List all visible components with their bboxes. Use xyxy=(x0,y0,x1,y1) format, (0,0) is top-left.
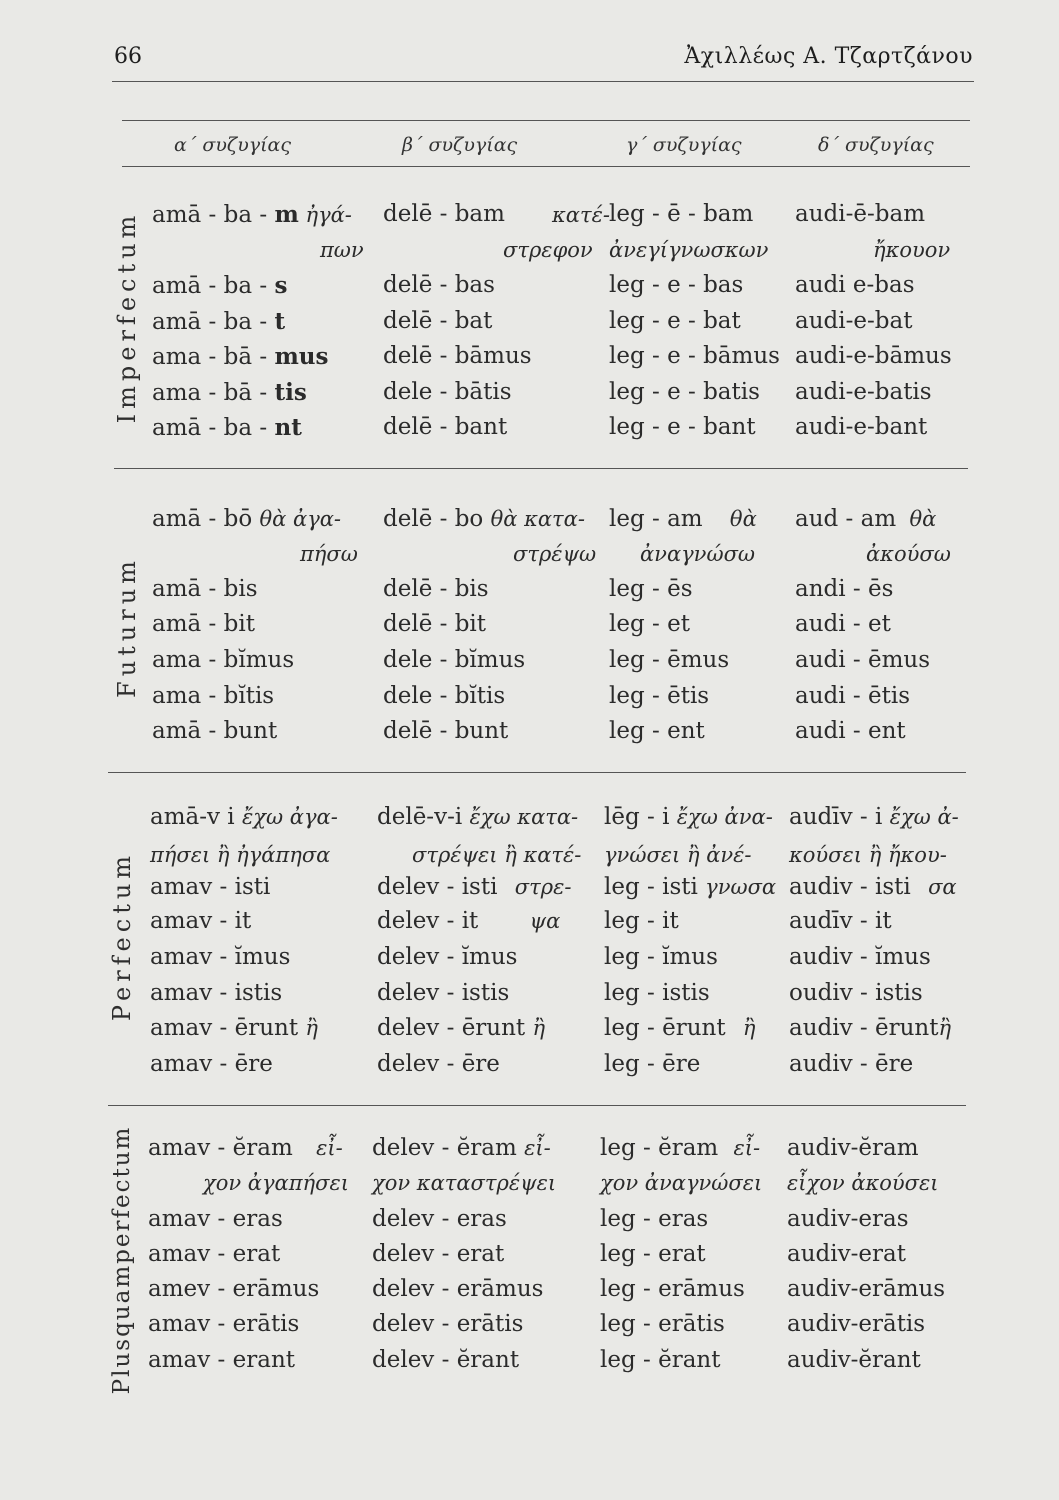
perfectum-row3-col2 xyxy=(377,876,571,899)
futurum-row1-col1 xyxy=(152,508,341,531)
page-number: 66 xyxy=(114,44,142,69)
plusquamperfectum-row3-col4: audiv-eras xyxy=(787,1206,909,1232)
plusquamperfectum-row1-col2 xyxy=(372,1137,551,1160)
perfectum-row5-col2: delev - ĭmus xyxy=(377,944,518,970)
greek-gloss: ἔχω ἀ- xyxy=(889,805,959,829)
futurum-row3-col3: leg - ēs xyxy=(609,576,693,602)
imperfectum-row6-col3: leg - e - batis xyxy=(609,379,760,405)
plusquamperfectum-row1-col4: audiv-ĕram xyxy=(787,1135,919,1161)
greek-gloss: θὰ xyxy=(909,507,937,531)
plusquamperfectum-row3-col3: leg - eras xyxy=(600,1206,709,1232)
plusquamperfectum-row7-col4: audiv-ĕrant xyxy=(787,1347,921,1373)
column-header-4: δ΄ συζυγίας xyxy=(818,134,934,156)
imperfectum-row6-col2: dele - bātis xyxy=(383,379,512,405)
perfectum-row6-col2: delev - istis xyxy=(377,980,510,1006)
perfectum-row3-col4 xyxy=(789,876,957,899)
plusquamperfectum-row2-col4: εἶχον ἀκούσει xyxy=(787,1171,939,1195)
stem: amā - ba - xyxy=(152,309,275,335)
plusquamperfectum-row2-col1: χον ἀγαπήσει xyxy=(203,1171,349,1195)
stem: ama - bā - xyxy=(152,344,275,370)
perfectum-row2-col2: στρέψει ἢ κατέ- xyxy=(412,843,582,867)
header-rule xyxy=(112,81,974,82)
column-header-1: α΄ συζυγίας xyxy=(174,134,292,156)
perfectum-row7-col4 xyxy=(789,1017,951,1040)
greek-gloss: γνωσα xyxy=(705,875,777,899)
perfectum-row6-col3: leg - istis xyxy=(604,980,710,1006)
greek-gloss: ἠγά- xyxy=(298,203,352,227)
plusquamperfectum-row7-col2: delev - ĕrant xyxy=(372,1347,520,1373)
column-header-top-rule xyxy=(122,120,970,121)
perfectum-row4-col4: audīv - it xyxy=(789,908,892,934)
futurum-row3-col1: amā - bis xyxy=(152,576,258,602)
futurum-row6-col1: ama - bĭtis xyxy=(152,683,275,709)
perfectum-row4-col3: leg - it xyxy=(604,908,679,934)
futurum-row2-col2: στρέψω xyxy=(513,542,597,566)
futurum-row1-col4 xyxy=(795,508,936,531)
futurum-row1-col2 xyxy=(383,508,585,531)
perfectum-row5-col4: audiv - ĭmus xyxy=(789,944,931,970)
form: amav - ĕram xyxy=(148,1135,293,1161)
stem: delē - bo xyxy=(383,506,484,532)
imperfectum-row1-col1 xyxy=(152,203,352,227)
plusquamperfectum-row1-col3 xyxy=(600,1137,760,1160)
stem: lēg - i xyxy=(604,804,670,830)
imperfectum-row6-col1 xyxy=(152,381,307,405)
greek-gloss: θὰ ἀγα- xyxy=(259,507,342,531)
form: delev - ērunt xyxy=(377,1015,526,1041)
imperfectum-row6-col4: audi-e-batis xyxy=(795,379,932,405)
greek-gloss: ἔχω ἀγα- xyxy=(241,805,338,829)
plusquamperfectum-row4-col1: amav - erat xyxy=(148,1241,281,1267)
stem: ama - bā - xyxy=(152,380,275,406)
futurum-row2-col4: ἀκούσω xyxy=(866,542,951,566)
imperfectum-row5-col4: audi-e-bāmus xyxy=(795,343,952,369)
form: leg - isti xyxy=(604,874,698,900)
imperfectum-row4-col2: delē - bat xyxy=(383,308,493,334)
plusquamperfectum-row5-col1: amev - erāmus xyxy=(148,1276,320,1302)
imperfectum-row3-col4: audi e-bas xyxy=(795,272,915,298)
stem: audīv - i xyxy=(789,804,883,830)
perfectum-row2-col3: γνώσει ἢ ἀνέ- xyxy=(604,843,752,867)
perfectum-row8-col4: audiv - ēre xyxy=(789,1051,914,1077)
perfectum-row5-col3: leg - ĭmus xyxy=(604,944,718,970)
futurum-row5-col1: ama - bĭmus xyxy=(152,647,295,673)
greek-gloss: εἶ- xyxy=(524,1136,551,1160)
imperfectum-row5-col3: leg - e - bāmus xyxy=(609,343,780,369)
plusquamperfectum-row2-col3: χον ἀναγνώσει xyxy=(600,1171,763,1195)
running-head: Ἀχιλλέως Α. Τζαρτζάνου xyxy=(684,44,973,69)
plusquamperfectum-row6-col4: audiv-erātis xyxy=(787,1311,926,1337)
imperfectum-row5-col2: delē - bāmus xyxy=(383,343,532,369)
imperfectum-row2-col3: ἀνεγίγνωσκων xyxy=(609,238,769,262)
stem: amā - bō xyxy=(152,506,253,532)
perfectum-row3-col3 xyxy=(604,876,776,899)
imperfectum-row3-col1 xyxy=(152,274,287,298)
column-header-2: β΄ συζυγίας xyxy=(402,134,518,156)
section-rule-1 xyxy=(114,468,968,469)
tense-label-futurum: Futurum xyxy=(113,556,141,698)
imperfectum-row3-col3: leg - e - bas xyxy=(609,272,744,298)
imperfectum-row7-col1 xyxy=(152,416,302,440)
stem: amā - ba - xyxy=(152,415,275,441)
form: audiv - ērunt xyxy=(789,1015,939,1041)
greek-gloss: ἔχω ἀνα- xyxy=(676,805,773,829)
futurum-row7-col1: amā - bunt xyxy=(152,718,278,744)
perfectum-row7-col1 xyxy=(150,1017,318,1040)
plusquamperfectum-row6-col3: leg - erātis xyxy=(600,1311,725,1337)
perfectum-row8-col2: delev - ēre xyxy=(377,1051,500,1077)
futurum-row1-col3 xyxy=(609,508,757,531)
imperfectum-row5-col1 xyxy=(152,345,328,369)
ending: t xyxy=(274,308,286,335)
column-header-bottom-rule xyxy=(122,166,970,167)
perfectum-row6-col4: oudiv - istis xyxy=(789,980,923,1006)
imperfectum-row3-col2: delē - bas xyxy=(383,272,495,298)
plusquamperfectum-row5-col4: audiv-erāmus xyxy=(787,1276,946,1302)
stem: amā - ba - xyxy=(152,273,275,299)
greek-gloss: στρε- xyxy=(514,875,572,899)
ending: m xyxy=(274,201,299,228)
imperfectum-row2-col1: πων xyxy=(320,238,364,262)
imperfectum-row2-col4: ἤκουον xyxy=(873,238,951,262)
ending: mus xyxy=(274,343,329,370)
plusquamperfectum-row5-col2: delev - erāmus xyxy=(372,1276,544,1302)
futurum-row4-col3: leg - et xyxy=(609,611,690,637)
perfectum-row1-col3 xyxy=(604,806,773,829)
perfectum-row5-col1: amav - ĭmus xyxy=(150,944,291,970)
plusquamperfectum-row4-col4: audiv-erat xyxy=(787,1241,906,1267)
greek-gloss: θὰ κατα- xyxy=(490,507,585,531)
imperfectum-row4-col1 xyxy=(152,310,285,334)
section-rule-3 xyxy=(108,1105,966,1106)
perfectum-row1-col4 xyxy=(789,806,959,829)
plusquamperfectum-row6-col2: delev - erātis xyxy=(372,1311,524,1337)
plusquamperfectum-row4-col3: leg - erat xyxy=(600,1241,706,1267)
futurum-row5-col3: leg - ēmus xyxy=(609,647,730,673)
futurum-row5-col4: audi - ēmus xyxy=(795,647,931,673)
perfectum-row8-col3: leg - ēre xyxy=(604,1051,701,1077)
form: delev - ĕram xyxy=(372,1135,517,1161)
perfectum-row7-col2 xyxy=(377,1017,545,1040)
plusquamperfectum-row2-col2: χον καταστρέψει xyxy=(372,1171,557,1195)
plusquamperfectum-row5-col3: leg - erāmus xyxy=(600,1276,745,1302)
form: audiv - isti xyxy=(789,874,911,900)
futurum-row7-col4: audi - ent xyxy=(795,718,906,744)
form: leg - ĕram xyxy=(600,1135,719,1161)
futurum-row4-col1: amā - bit xyxy=(152,611,255,637)
plusquamperfectum-row3-col2: delev - eras xyxy=(372,1206,507,1232)
stem: aud - am xyxy=(795,506,897,532)
imperfectum-row7-col4: audi-e-bant xyxy=(795,414,928,440)
futurum-row5-col2: dele - bĭmus xyxy=(383,647,526,673)
greek-gloss: ἢ xyxy=(742,1016,756,1040)
futurum-row4-col4: audi - et xyxy=(795,611,891,637)
imperfectum-row1-col2: delē - bam xyxy=(383,201,505,227)
futurum-row2-col1: πήσω xyxy=(300,542,358,566)
tense-label-imperfectum: Imperfectum xyxy=(113,210,141,424)
perfectum-row7-col3 xyxy=(604,1017,755,1040)
imperfectum-row1-col3: leg - ē - bam xyxy=(609,201,754,227)
imperfectum-row1-col2-gloss: κατέ- xyxy=(552,203,610,227)
plusquamperfectum-row4-col2: delev - erat xyxy=(372,1241,505,1267)
ending: tis xyxy=(274,379,307,406)
perfectum-row1-col1 xyxy=(150,806,338,829)
form: amav - isti xyxy=(150,874,271,900)
perfectum-row3-col1 xyxy=(150,876,270,899)
greek-gloss: ἢ xyxy=(305,1016,319,1040)
stem: delē-v-i xyxy=(377,804,463,830)
perfectum-row4-col1: amav - it xyxy=(150,908,252,934)
imperfectum-row2-col2: στρεφον xyxy=(503,238,593,262)
futurum-row2-col3: ἀναγνώσω xyxy=(640,542,756,566)
form: amav - ērunt xyxy=(150,1015,299,1041)
tense-label-perfectum: Perfectum xyxy=(108,850,136,1022)
greek-gloss: θὰ xyxy=(729,507,757,531)
futurum-row6-col4: audi - ētis xyxy=(795,683,911,709)
greek-gloss: σα xyxy=(928,875,957,899)
perfectum-row2-col1: πήσει ἢ ἠγάπησα xyxy=(150,843,331,867)
perfectum-row8-col1: amav - ēre xyxy=(150,1051,273,1077)
futurum-row7-col2: delē - bunt xyxy=(383,718,509,744)
form: delev - isti xyxy=(377,874,498,900)
ending: nt xyxy=(274,414,302,441)
futurum-row6-col2: dele - bĭtis xyxy=(383,683,506,709)
stem: leg - am xyxy=(609,506,703,532)
perfectum-row2-col4: κούσει ἢ ἤκου- xyxy=(789,843,947,867)
greek-gloss: ἔχω κατα- xyxy=(469,805,579,829)
greek-gloss: εἶ- xyxy=(316,1136,343,1160)
greek-gloss: ἢ xyxy=(532,1016,546,1040)
stem: amā-v i xyxy=(150,804,235,830)
perfectum-row1-col2 xyxy=(377,806,578,829)
plusquamperfectum-row6-col1: amav - erātis xyxy=(148,1311,300,1337)
tense-label-plusquamperfectum: Plusquamperfectum xyxy=(109,1125,135,1395)
greek-gloss: εἶ- xyxy=(733,1136,761,1160)
imperfectum-row4-col4: audi-e-bat xyxy=(795,308,913,334)
perfectum-row4-col2 xyxy=(377,910,560,933)
plusquamperfectum-row7-col1: amav - erant xyxy=(148,1347,295,1373)
imperfectum-row7-col2: delē - bant xyxy=(383,414,508,440)
futurum-row3-col2: delē - bis xyxy=(383,576,489,602)
form: leg - ērunt xyxy=(604,1015,726,1041)
futurum-row3-col4: andi - ēs xyxy=(795,576,894,602)
futurum-row7-col3: leg - ent xyxy=(609,718,705,744)
imperfectum-row1-col4: audi-ē-bam xyxy=(795,201,926,227)
stem: amā - ba - xyxy=(152,202,275,228)
imperfectum-row7-col3: leg - e - bant xyxy=(609,414,756,440)
greek-gloss: ψα xyxy=(529,909,561,933)
imperfectum-row4-col3: leg - e - bat xyxy=(609,308,741,334)
form: delev - it xyxy=(377,908,479,934)
column-header-3: γ΄ συζυγίας xyxy=(626,134,742,156)
plusquamperfectum-row1-col1 xyxy=(148,1137,343,1160)
greek-gloss: ἢ xyxy=(938,1016,952,1040)
ending: s xyxy=(274,272,288,299)
futurum-row6-col3: leg - ētis xyxy=(609,683,710,709)
perfectum-row6-col1: amav - istis xyxy=(150,980,283,1006)
plusquamperfectum-row7-col3: leg - ĕrant xyxy=(600,1347,721,1373)
plusquamperfectum-row3-col1: amav - eras xyxy=(148,1206,283,1232)
section-rule-2 xyxy=(108,772,966,773)
futurum-row4-col2: delē - bit xyxy=(383,611,487,637)
